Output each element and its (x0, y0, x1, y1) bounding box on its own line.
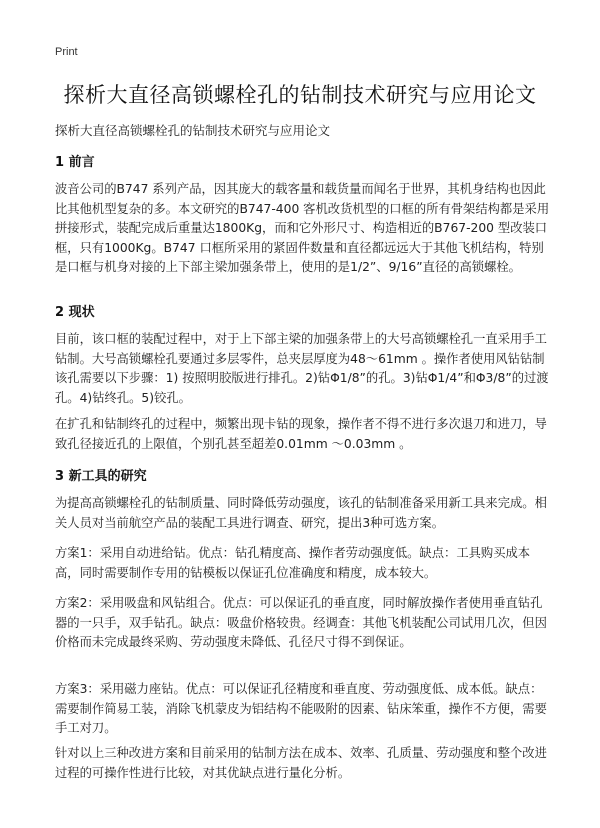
section-heading-status: 2 现状 (55, 305, 95, 320)
paragraph-status-1: 目前，该口框的装配过程中，对于上下部主梁的加强条带上的大号高锁螺栓孔一直采用手工钻制。大号高锁螺栓孔要通过多层零件，总夹层厚度为48～61mm 。操作者使用风钻钻制该孔需要以下步骤：1) 按照明胶版进行排孔。2)钻Φ1/8”的孔。3)钻Φ1/4”和Φ3/8”的过渡孔。4)钻终孔。5)铰孔。 (55, 332, 549, 405)
paragraph-new-tools-intro: 为提高高锁螺栓孔的钻制质量、同时降低劳动强度，该孔的钻制准备采用新工具来完成。相关人员对当前航空产品的装配工具进行调查、研究，提出3种可选方案。 (55, 496, 547, 530)
paragraph-comparison: 针对以上三种改进方案和目前采用的钻制方法在成本、效率、孔质量、劳动强度和整个改进过程的可操作性进行比较，对其优缺点进行量化分析。 (55, 746, 547, 780)
section-heading-new-tools: 3 新工具的研究 (55, 469, 147, 484)
paragraph-intro: 波音公司的B747 系列产品，因其庞大的载客量和载货量而闻名于世界，其机身结构也因此比其他机型复杂的多。本文研究的B747-400 客机改货机型的口框的所有骨架结构都是采用拼接形式，装配完成后重量达1800Kg，而和它外形尺寸、构造相近的B767-200 型改装口框，只有1000Kg。B747 口框所采用的紧固件数量和直径都远远大于其他飞机结构，特别是口框与机身对接的上下部主梁加强条带上，使用的是1/2”、9/16”直径的高锁螺栓。 (55, 182, 550, 274)
paragraph-option-2: 方案2：采用吸盘和风钻组合。优点：可以保证孔的垂直度，同时解放操作者使用垂直钻孔器的一只手，双手钻孔。缺点：吸盘价格较贵。经调查：其他飞机装配公司试用几次，但因价格而未完成最终采购、劳动强度未降低、孔径尺寸得不到保证。 (55, 596, 547, 649)
section-heading-intro: 1 前言 (55, 155, 95, 170)
paragraph-option-3: 方案3：采用磁力座钻。优点：可以保证孔径精度和垂直度、劳动强度低、成本低。缺点：需要制作简易工装，消除飞机蒙皮为铝结构不能吸附的因素、钻床笨重，操作不方便，需要手工对刀。 (55, 682, 547, 735)
document-subtitle: 探析大直径高锁螺栓孔的钻制技术研究与应用论文 (55, 123, 331, 138)
print-link[interactable]: Print (55, 46, 78, 58)
paragraph-option-1: 方案1：采用自动进给钻。优点：钻孔精度高、操作者劳动强度低。缺点：工具购买成本高，同时需要制作专用的钻模板以保证孔位准确度和精度，成本较大。 (55, 546, 531, 580)
document-title: 探析大直径高锁螺栓孔的钻制技术研究与应用论文 (63, 83, 537, 107)
paragraph-status-2: 在扩孔和钻制终孔的过程中，频繁出现卡钻的现象，操作者不得不进行多次退刀和进刀，导致孔径接近孔的上限值，个别孔甚至超差0.01mm ～0.03mm 。 (55, 417, 547, 451)
